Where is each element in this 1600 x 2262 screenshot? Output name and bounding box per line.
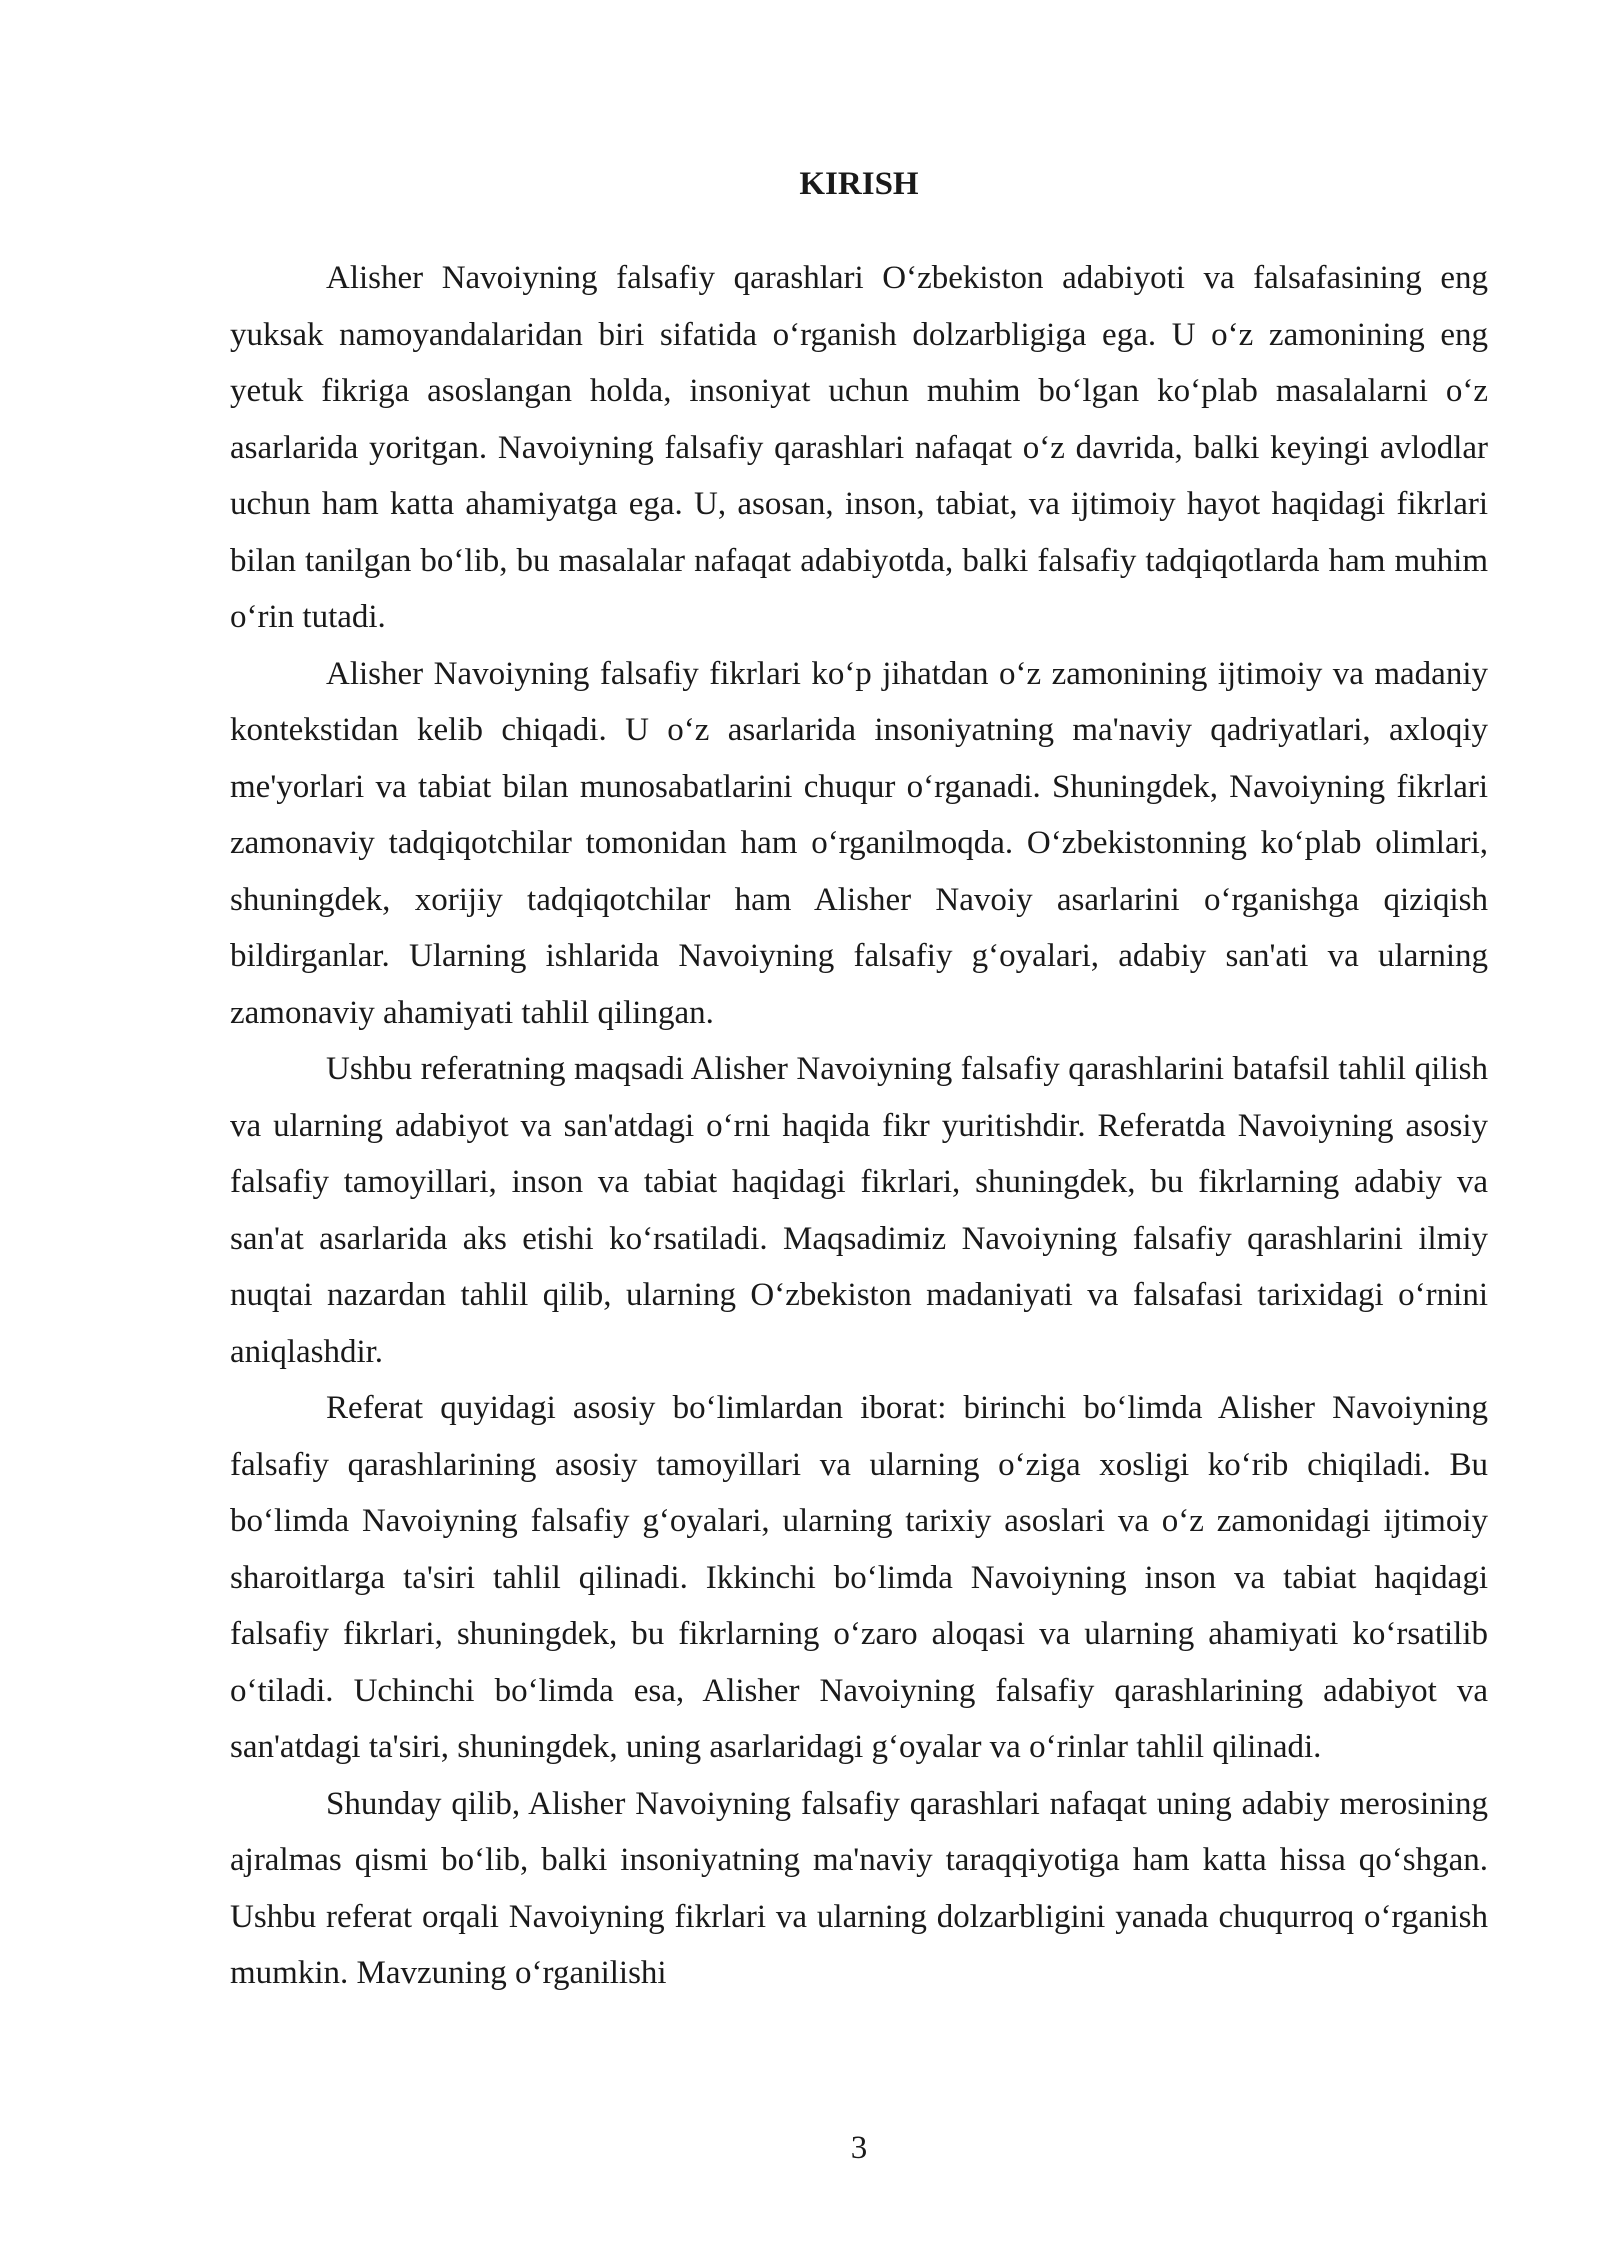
paragraph-2: Alisher Navoiyning falsafiy fikrlari ko‘p jihatdan o‘z zamonining ijtimoiy va madaniy kontekstidan kelib chiqadi. U o‘z asarlarida insoniyatning ma'naviy qadriyatlari, axloqiy me'yorlari va tabiat bilan munosabatlarini chuqur o‘rganadi. Shuningdek, Navoiyning fikrlari zamonaviy tadqiqotchilar tomonidan ham o‘rganilmoqda. O‘zbekistonning ko‘plab olimlari, shuningdek, xorijiy tadqiqotchilar ham Alisher Navoiy asarlarini o‘rganishga qiziqish bildirganlar. Ularning ishlarida Navoiyning falsafiy g‘oyalari, adabiy san'ati va ularning zamonaviy ahamiyati tahlil qilingan. [230, 655, 1488, 1031]
body-text [230, 250, 1488, 2002]
page-title: KIRISH [799, 166, 919, 202]
paragraph-3: Ushbu referatning maqsadi Alisher Navoiyning falsafiy qarashlarini batafsil tahlil qilish va ularning adabiyot va san'atdagi o‘rni haqida fikr yuritishdir. Referatda Navoiyning asosiy falsafiy tamoyillari, inson va tabiat haqidagi fikrlari, shuningdek, bu fikrlarning adabiy va san'at asarlarida aks etishi ko‘rsatiladi. Maqsadimiz Navoiyning falsafiy qarashlarini ilmiy nuqtai nazardan tahlil qilib, ularning O‘zbekiston madaniyati va falsafasi tarixidagi o‘rnini aniqlashdir. [230, 1051, 1488, 1370]
page-number: 3 [850, 2130, 868, 2166]
paragraph-1: Alisher Navoiyning falsafiy qarashlari O‘zbekiston adabiyoti va falsafasining eng yuksak namoyandalaridan biri sifatida o‘rganish dolzarbligiga ega. U o‘z zamonining eng yetuk fikriga asoslangan holda, insoniyat uchun muhim bo‘lgan ko‘plab masalalarni o‘z asarlarida yoritgan. Navoiyning falsafiy qarashlari nafaqat o‘z davrida, balki keyingi avlodlar uchun ham katta ahamiyatga ega. U, asosan, inson, tabiat, va ijtimoiy hayot haqidagi fikrlari bilan tanilgan bo‘lib, bu masalalar nafaqat adabiyotda, balki falsafiy tadqiqotlarda ham muhim o‘rin tutadi. [230, 260, 1488, 635]
paragraph-4: Referat quyidagi asosiy bo‘limlardan iborat: birinchi bo‘limda Alisher Navoiyning falsafiy qarashlarining asosiy tamoyillari va ularning o‘ziga xosligi ko‘rib chiqiladi. Bu bo‘limda Navoiyning falsafiy g‘oyalari, ularning tarixiy asoslari va o‘z zamonidagi ijtimoiy sharoitlarga ta'siri tahlil qilinadi. Ikkinchi bo‘limda Navoiyning inson va tabiat haqidagi falsafiy fikrlari, shuningdek, bu fikrlarning o‘zaro aloqasi va ularning ahamiyati ko‘rsatilib o‘tiladi. Uchinchi bo‘limda esa, Alisher Navoiyning falsafiy qarashlarining adabiyot va san'atdagi ta'siri, shuningdek, uning asarlaridagi g‘oyalar va o‘rinlar tahlil qilinadi. [230, 1390, 1488, 1765]
paragraph-5: Shunday qilib, Alisher Navoiyning falsafiy qarashlari nafaqat uning adabiy merosining ajralmas qismi bo‘lib, balki insoniyatning ma'naviy taraqqiyotiga ham katta hissa qo‘shgan. Ushbu referat orqali Navoiyning fikrlari va ularning dolzarbligini yanada chuqurroq o‘rganish mumkin. Mavzuning o‘rganilishi [230, 1785, 1488, 1991]
